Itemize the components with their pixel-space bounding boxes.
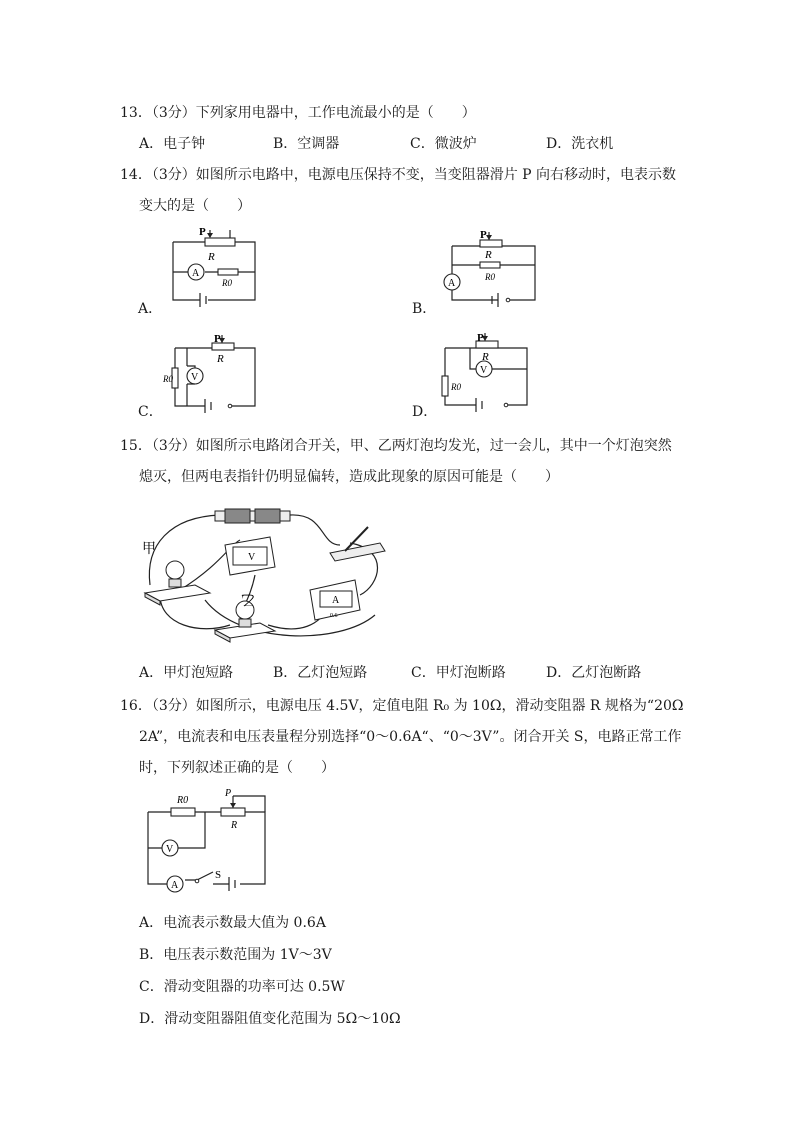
q16-stem-line1: 16．（3分）如图所示，电源电压 4.5V，定值电阻 R₀ 为 10Ω，滑动变阻器 R 规格为“20Ω: [120, 698, 684, 714]
q16-ammeter-label: A: [171, 880, 179, 891]
q14a-slider-label: P: [199, 226, 206, 238]
q13-option-c: C．微波炉: [410, 136, 477, 152]
q14c-resistor-label: R0: [163, 374, 173, 384]
q14c-voltmeter-label: V: [191, 372, 199, 383]
q15-bulb1-label: 甲: [142, 542, 156, 557]
q15-option-b: B．乙灯泡短路: [273, 665, 368, 681]
q16-switch-label: S: [215, 869, 222, 881]
q14a-rheostat-label: R: [208, 251, 215, 263]
q16-stem-line3: 时，下列叙述正确的是（ ）: [139, 760, 335, 776]
q14-circuit-b: [440, 228, 550, 308]
q15-option-a: A．甲灯泡短路: [139, 665, 234, 681]
q14-label-a: A．: [138, 301, 163, 317]
q13-option-a: A．电子钟: [139, 136, 206, 152]
q14b-resistor-label: R0: [485, 272, 495, 282]
q16-option-a: A．电流表示数最大值为 0.6A: [139, 915, 326, 931]
q15-stem-line2: 熄灭，但两电表指针仍明显偏转，造成此现象的原因可能是（ ）: [139, 469, 559, 485]
q13-option-d: D．洗衣机: [546, 136, 614, 152]
q16-option-c: C．滑动变阻器的功率可达 0.5W: [139, 979, 345, 995]
q15-bulb2-label: 乙: [241, 591, 255, 606]
q14d-resistor-label: R0: [451, 382, 461, 392]
q13-option-b: B．空调器: [273, 136, 340, 152]
q16-resistor-label: R0: [177, 795, 189, 806]
q14b-rheostat-label: R: [485, 249, 492, 261]
q16-option-d: D．滑动变阻器阻值变化范围为 5Ω～10Ω: [139, 1011, 401, 1027]
q14-stem-line1: 14．（3分）如图所示电路中，电源电压保持不变，当变阻器滑片 P 向右移动时，电表示数: [120, 167, 677, 183]
q14d-rheostat-label: R: [482, 351, 489, 363]
q14-circuit-d: [440, 332, 550, 412]
q16-option-b: B．电压表示数范围为 1V～3V: [139, 947, 332, 963]
q15-physical-circuit: [140, 505, 400, 650]
q14c-slider-label: P: [214, 333, 221, 345]
q14-stem-line2: 变大的是（ ）: [139, 198, 251, 214]
q14d-voltmeter-label: V: [480, 365, 488, 376]
q14-label-b: B．: [412, 301, 437, 317]
q13-stem: 13．（3分）下列家用电器中，工作电流最小的是（ ）: [120, 105, 476, 121]
q16-circuit: [145, 790, 275, 895]
q14b-slider-label: P: [480, 229, 487, 241]
q14-label-d: D．: [412, 404, 438, 420]
q15-ammeter-label: A: [332, 595, 340, 606]
q14c-rheostat-label: R: [217, 353, 224, 365]
q15-voltmeter-label: V: [248, 552, 256, 563]
q16-slider-label: P: [225, 788, 232, 799]
q16-voltmeter-label: V: [166, 844, 174, 855]
q14a-ammeter-label: A: [192, 268, 200, 279]
q15-ammeter-terminal-label: 0.6: [330, 613, 338, 619]
q16-stem-line2: 2A”，电流表和电压表量程分别选择“0～0.6A“、“0～3V”。闭合开关 S，电路正常工作: [139, 729, 682, 745]
q14d-slider-label: P: [477, 332, 484, 344]
q15-stem-line1: 15．（3分）如图所示电路闭合开关，甲、乙两灯泡均发光，过一会儿，其中一个灯泡突然: [120, 438, 672, 454]
q14-label-c: C．: [138, 404, 163, 420]
q14a-resistor-label: R0: [222, 278, 232, 288]
q16-rheostat-label: R: [231, 820, 238, 831]
q15-option-c: C．甲灯泡断路: [411, 665, 506, 681]
q15-option-d: D．乙灯泡断路: [546, 665, 642, 681]
q14-circuit-a: [160, 226, 270, 310]
q14-circuit-c: [165, 332, 275, 412]
q14b-ammeter-label: A: [448, 278, 456, 289]
